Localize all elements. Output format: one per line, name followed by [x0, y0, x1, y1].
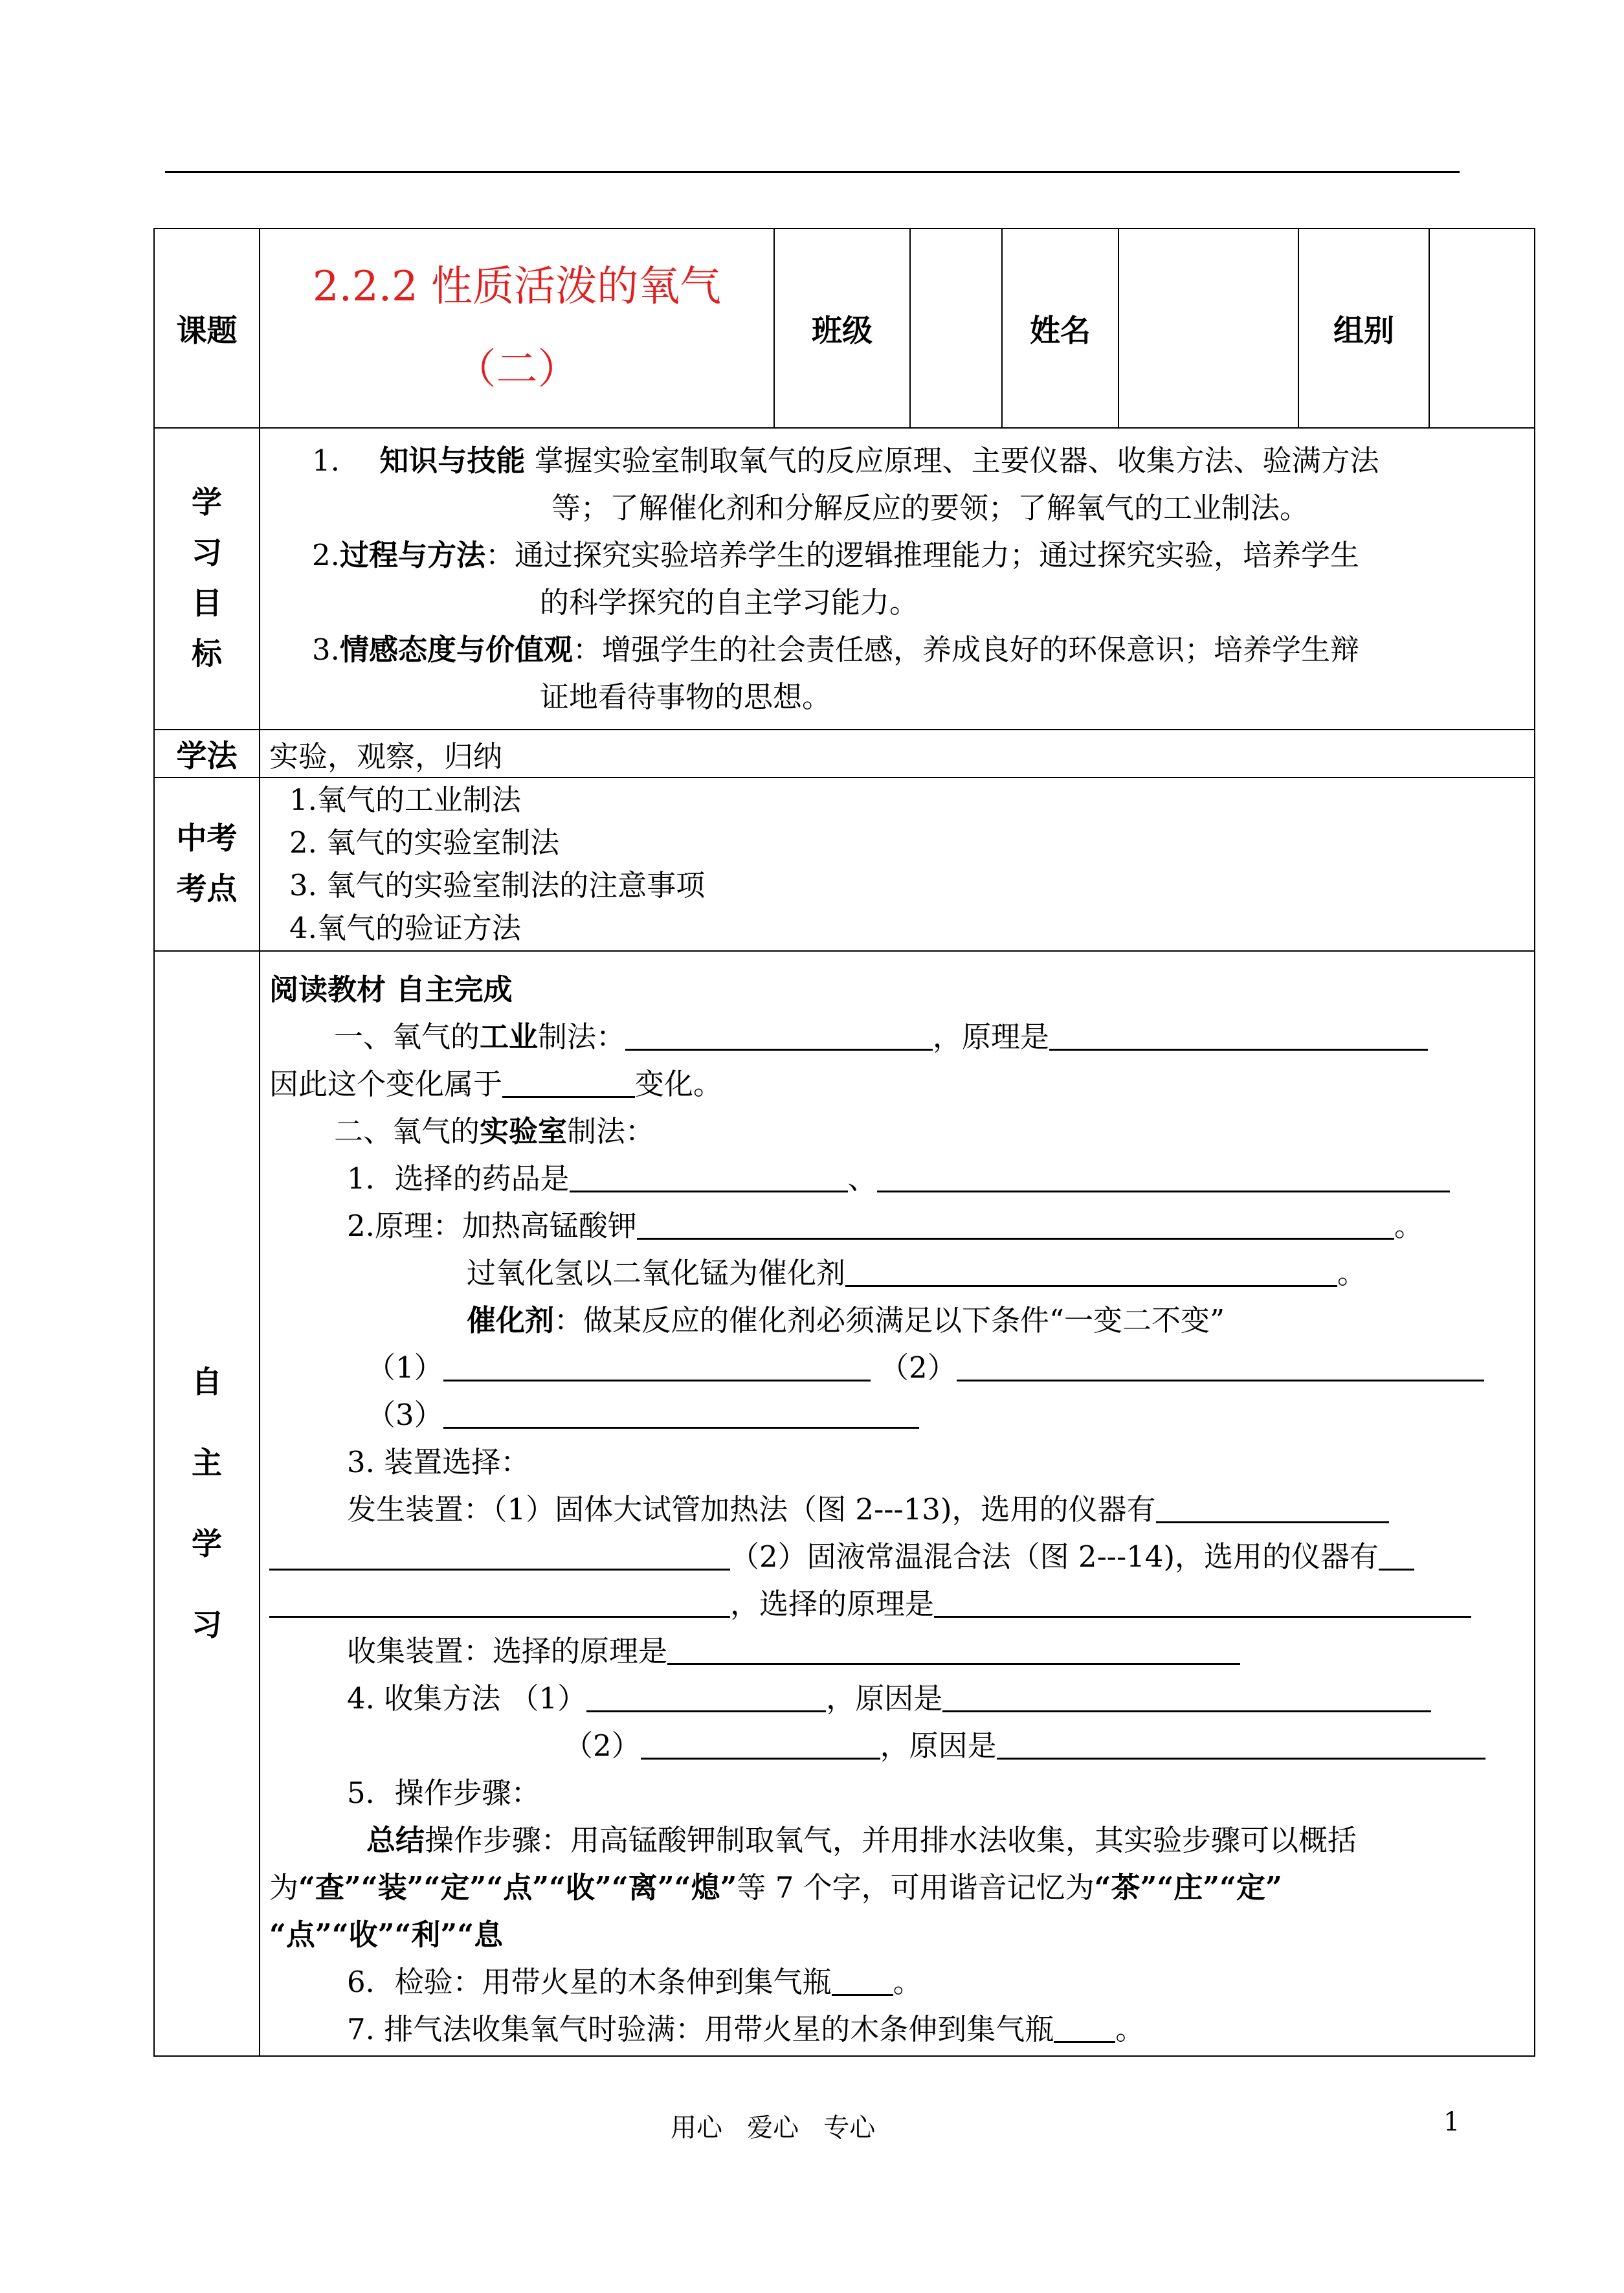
objective-item-3: 3.情感态度与价值观：增强学生的社会责任感，养成良好的环保意识；培养学生辩 [312, 632, 1359, 667]
reagent-blank-2[interactable] [877, 1162, 1450, 1192]
list-item: 3. 氧气的实验室制法的注意事项 [289, 868, 706, 902]
class-label: 班级 [774, 229, 910, 428]
objectives-label: 学 习 目 标 [154, 428, 260, 730]
lesson-title-line1: 2.2.2 性质活泼的氧气 [312, 263, 722, 311]
lesson-title [260, 229, 774, 428]
objectives-content: 1. 知识与技能 掌握实验室制取氧气的反应原理、主要仪器、收集方法、验满方法 等；了解催化剂和分解反应的要领；了解氧气的工业制法。 2.过程与方法：通过探究实验培养学生的逻辑推理能力；通过探究实验，培养学生 的科学探究的自主学习能力。 3.情感态度与价值观：增强学生的社会责任感，养成良好的环保意识；培养学生辩 证地看待事物的思想。 [260, 428, 1535, 730]
kmno4-equation-blank[interactable] [637, 1209, 1394, 1240]
test-blank[interactable] [832, 1965, 893, 1996]
industrial-principle-blank[interactable] [1049, 1020, 1428, 1051]
list-item: 2. 氧气的实验室制法 [289, 825, 560, 860]
objectives-row [154, 428, 1535, 730]
self-study-heading: 阅读教材 自主完成 [269, 972, 513, 1007]
generator-principle-blank[interactable] [934, 1587, 1471, 1618]
lesson-title-line2: （二） [454, 346, 579, 394]
list-item: 1.氧气的工业制法 [289, 783, 521, 817]
exam-points-row [154, 777, 1535, 951]
h2o2-equation-blank[interactable] [845, 1257, 1337, 1287]
topic-label: 课题 [154, 229, 260, 428]
catalyst-blank-1[interactable] [443, 1351, 871, 1381]
lesson-plan-table [153, 228, 1535, 2057]
collection-reason-blank-1[interactable] [942, 1682, 1431, 1712]
change-type-blank[interactable] [502, 1068, 635, 1098]
catalyst-blank-3[interactable] [443, 1398, 919, 1429]
collection-method-blank-1[interactable] [586, 1682, 826, 1712]
name-field[interactable] [1118, 229, 1298, 428]
exam-points-label: 中考 考点 [154, 777, 260, 951]
method-text: 实验，观察，归纳 [260, 730, 1535, 777]
group-field[interactable] [1429, 229, 1535, 428]
reagent-blank-1[interactable] [570, 1162, 848, 1192]
list-item: 4.氧气的验证方法 [289, 911, 521, 945]
collection-method-blank-2[interactable] [641, 1729, 880, 1760]
method-row [154, 730, 1535, 777]
catalyst-blank-2[interactable] [957, 1351, 1484, 1381]
full-check-blank[interactable] [1054, 2013, 1115, 2043]
industrial-method-line: 一、氧气的工业制法： ，原理是 [269, 1013, 1525, 1060]
group-label: 组别 [1298, 229, 1429, 428]
self-study-row [154, 951, 1535, 2056]
industrial-method-blank[interactable] [625, 1020, 933, 1051]
footer-motto: 用心 爱心 专心 [671, 2113, 876, 2143]
exam-points-list [260, 777, 1535, 951]
collection-reason-blank-2[interactable] [997, 1729, 1485, 1760]
method-label: 学法 [154, 730, 260, 777]
apparatus-blank-2b[interactable] [269, 1587, 730, 1618]
collector-principle-blank[interactable] [667, 1635, 1240, 1665]
objective-item-2: 2.过程与方法：通过探究实验培养学生的逻辑推理能力；通过探究实验，培养学生 [312, 538, 1359, 572]
apparatus-blank-2[interactable] [1379, 1540, 1414, 1571]
self-study-label: 自 主 学 习 [154, 951, 260, 2056]
page-number: 1 [1443, 2107, 1460, 2137]
name-label: 姓名 [1002, 229, 1118, 428]
class-field[interactable] [910, 229, 1002, 428]
top-rule [165, 171, 1460, 173]
self-study-content: 阅读教材 自主完成 一、氧气的工业制法： ，原理是 因此这个变化属于 变化。 二、氧气的实验室制法： 1．选择的药品是 、 2.原理：加热高锰酸钾 。 过氧化氢以二氧化锰为催化剂 。 催化剂：做某反应的催化剂必须满足以下条件“一变二不变” （1） （2） （3） 3. 装置选择： 发生装置：（1）固体大试管加热法（图 2---13)，选用的仪器有 （2）固液常温混合法（图 2---14)，选用的仪器有 ，选择的原理是 收集装置：选择的原理是 4. 收集方法 （1） ，原因是 （2） ，原因是 5．操作步骤： 总结操作步骤：用高锰酸钾制取氧气，并用排水法收集，其实验步骤可以概括 为“查”“装”“定”“点”“收”“离”“熄”等 7 个字，可用谐音记忆为“茶”“庄”“定” “点”“收”“利”“息 6．检验：用带火星的木条伸到集气瓶 。 7. 排气法收集氧气时验满：用带火星的木条伸到集气瓶 。 [260, 951, 1535, 2056]
header-row [154, 229, 1535, 428]
objective-item-1: 1. 知识与技能 掌握实验室制取氧气的反应原理、主要仪器、收集方法、验满方法 [312, 443, 1379, 478]
apparatus-blank-1b[interactable] [269, 1540, 730, 1571]
apparatus-blank-1[interactable] [1156, 1493, 1389, 1523]
